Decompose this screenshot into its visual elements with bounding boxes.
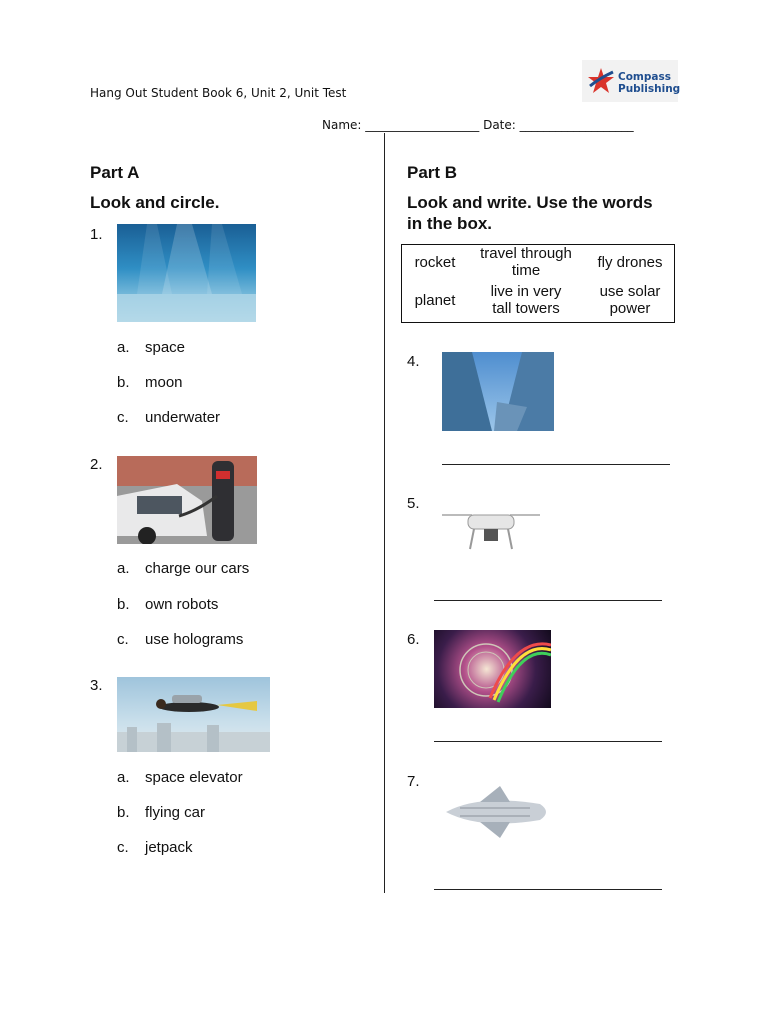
part-b-instruction-line-2: in the box. [407, 214, 492, 233]
question-number: 6. [407, 631, 420, 648]
question-number: 2. [90, 456, 103, 473]
question-number: 1. [90, 226, 103, 243]
option-text: charge our cars [145, 560, 250, 577]
option-1b[interactable] [117, 374, 183, 391]
option-letter: b. [117, 596, 130, 613]
option-text: flying car [145, 804, 206, 821]
word-fly-drones: fly drones [597, 254, 663, 271]
option-letter: c. [117, 409, 129, 426]
answer-line-7[interactable] [434, 889, 662, 890]
option-text: use holograms [145, 631, 244, 648]
rocket-image [440, 772, 560, 854]
question-number: 3. [90, 677, 103, 694]
column-divider [384, 133, 385, 893]
question-number: 4. [407, 353, 420, 370]
car-charging-image [117, 456, 257, 544]
answer-line-6[interactable] [434, 741, 662, 742]
tall-towers-image [442, 352, 554, 431]
test-title: Hang Out Student Book 6, Unit 2, Unit Test [90, 86, 347, 100]
option-letter: c. [117, 839, 129, 856]
option-3a[interactable] [117, 769, 243, 786]
answer-line-5[interactable] [434, 600, 662, 601]
option-letter: b. [117, 804, 130, 821]
word-planet: planet [414, 292, 456, 309]
drone-image [438, 505, 544, 557]
option-letter: b. [117, 374, 130, 391]
underwater-image [117, 224, 256, 322]
option-3c[interactable] [117, 839, 193, 856]
part-b-instruction-line-1: Look and write. Use the words [407, 193, 653, 212]
option-text: space [145, 339, 186, 356]
option-text: jetpack [145, 839, 193, 856]
word-travel-through-time: travel through time [480, 245, 572, 279]
jetpack-image [117, 677, 270, 752]
word-live-in-very-tall-towers: live in very tall towers [490, 283, 562, 317]
option-letter: a. [117, 560, 130, 577]
word-box [401, 244, 675, 323]
option-text: moon [145, 374, 183, 391]
option-letter: c. [117, 631, 129, 648]
option-2b[interactable] [117, 596, 218, 613]
question-number: 7. [407, 773, 420, 790]
option-text: own robots [145, 596, 219, 613]
part-a-title: Part A [90, 163, 140, 182]
logo-line-2: Publishing [618, 83, 681, 95]
star-icon [586, 66, 616, 96]
option-text: space elevator [145, 769, 243, 786]
option-1c[interactable] [117, 409, 220, 426]
option-letter: a. [117, 769, 130, 786]
publisher-logo [582, 60, 681, 102]
option-2c[interactable] [117, 631, 243, 648]
option-letter: a. [117, 339, 130, 356]
part-a-instruction: Look and circle. [90, 193, 220, 212]
logo-line-1: Compass [618, 71, 671, 83]
word-use-solar-power: use solar power [599, 283, 661, 317]
word-rocket: rocket [414, 254, 456, 271]
question-number: 5. [407, 495, 420, 512]
option-1a[interactable] [117, 339, 185, 356]
part-b-title: Part B [407, 163, 458, 182]
time-travel-image [434, 630, 551, 708]
answer-line-4[interactable] [442, 464, 670, 465]
name-date-field[interactable]: Name: ___________________ Date: ___________________ [322, 118, 634, 132]
option-text: underwater [145, 409, 221, 426]
option-3b[interactable] [117, 804, 205, 821]
option-2a[interactable] [117, 560, 249, 577]
